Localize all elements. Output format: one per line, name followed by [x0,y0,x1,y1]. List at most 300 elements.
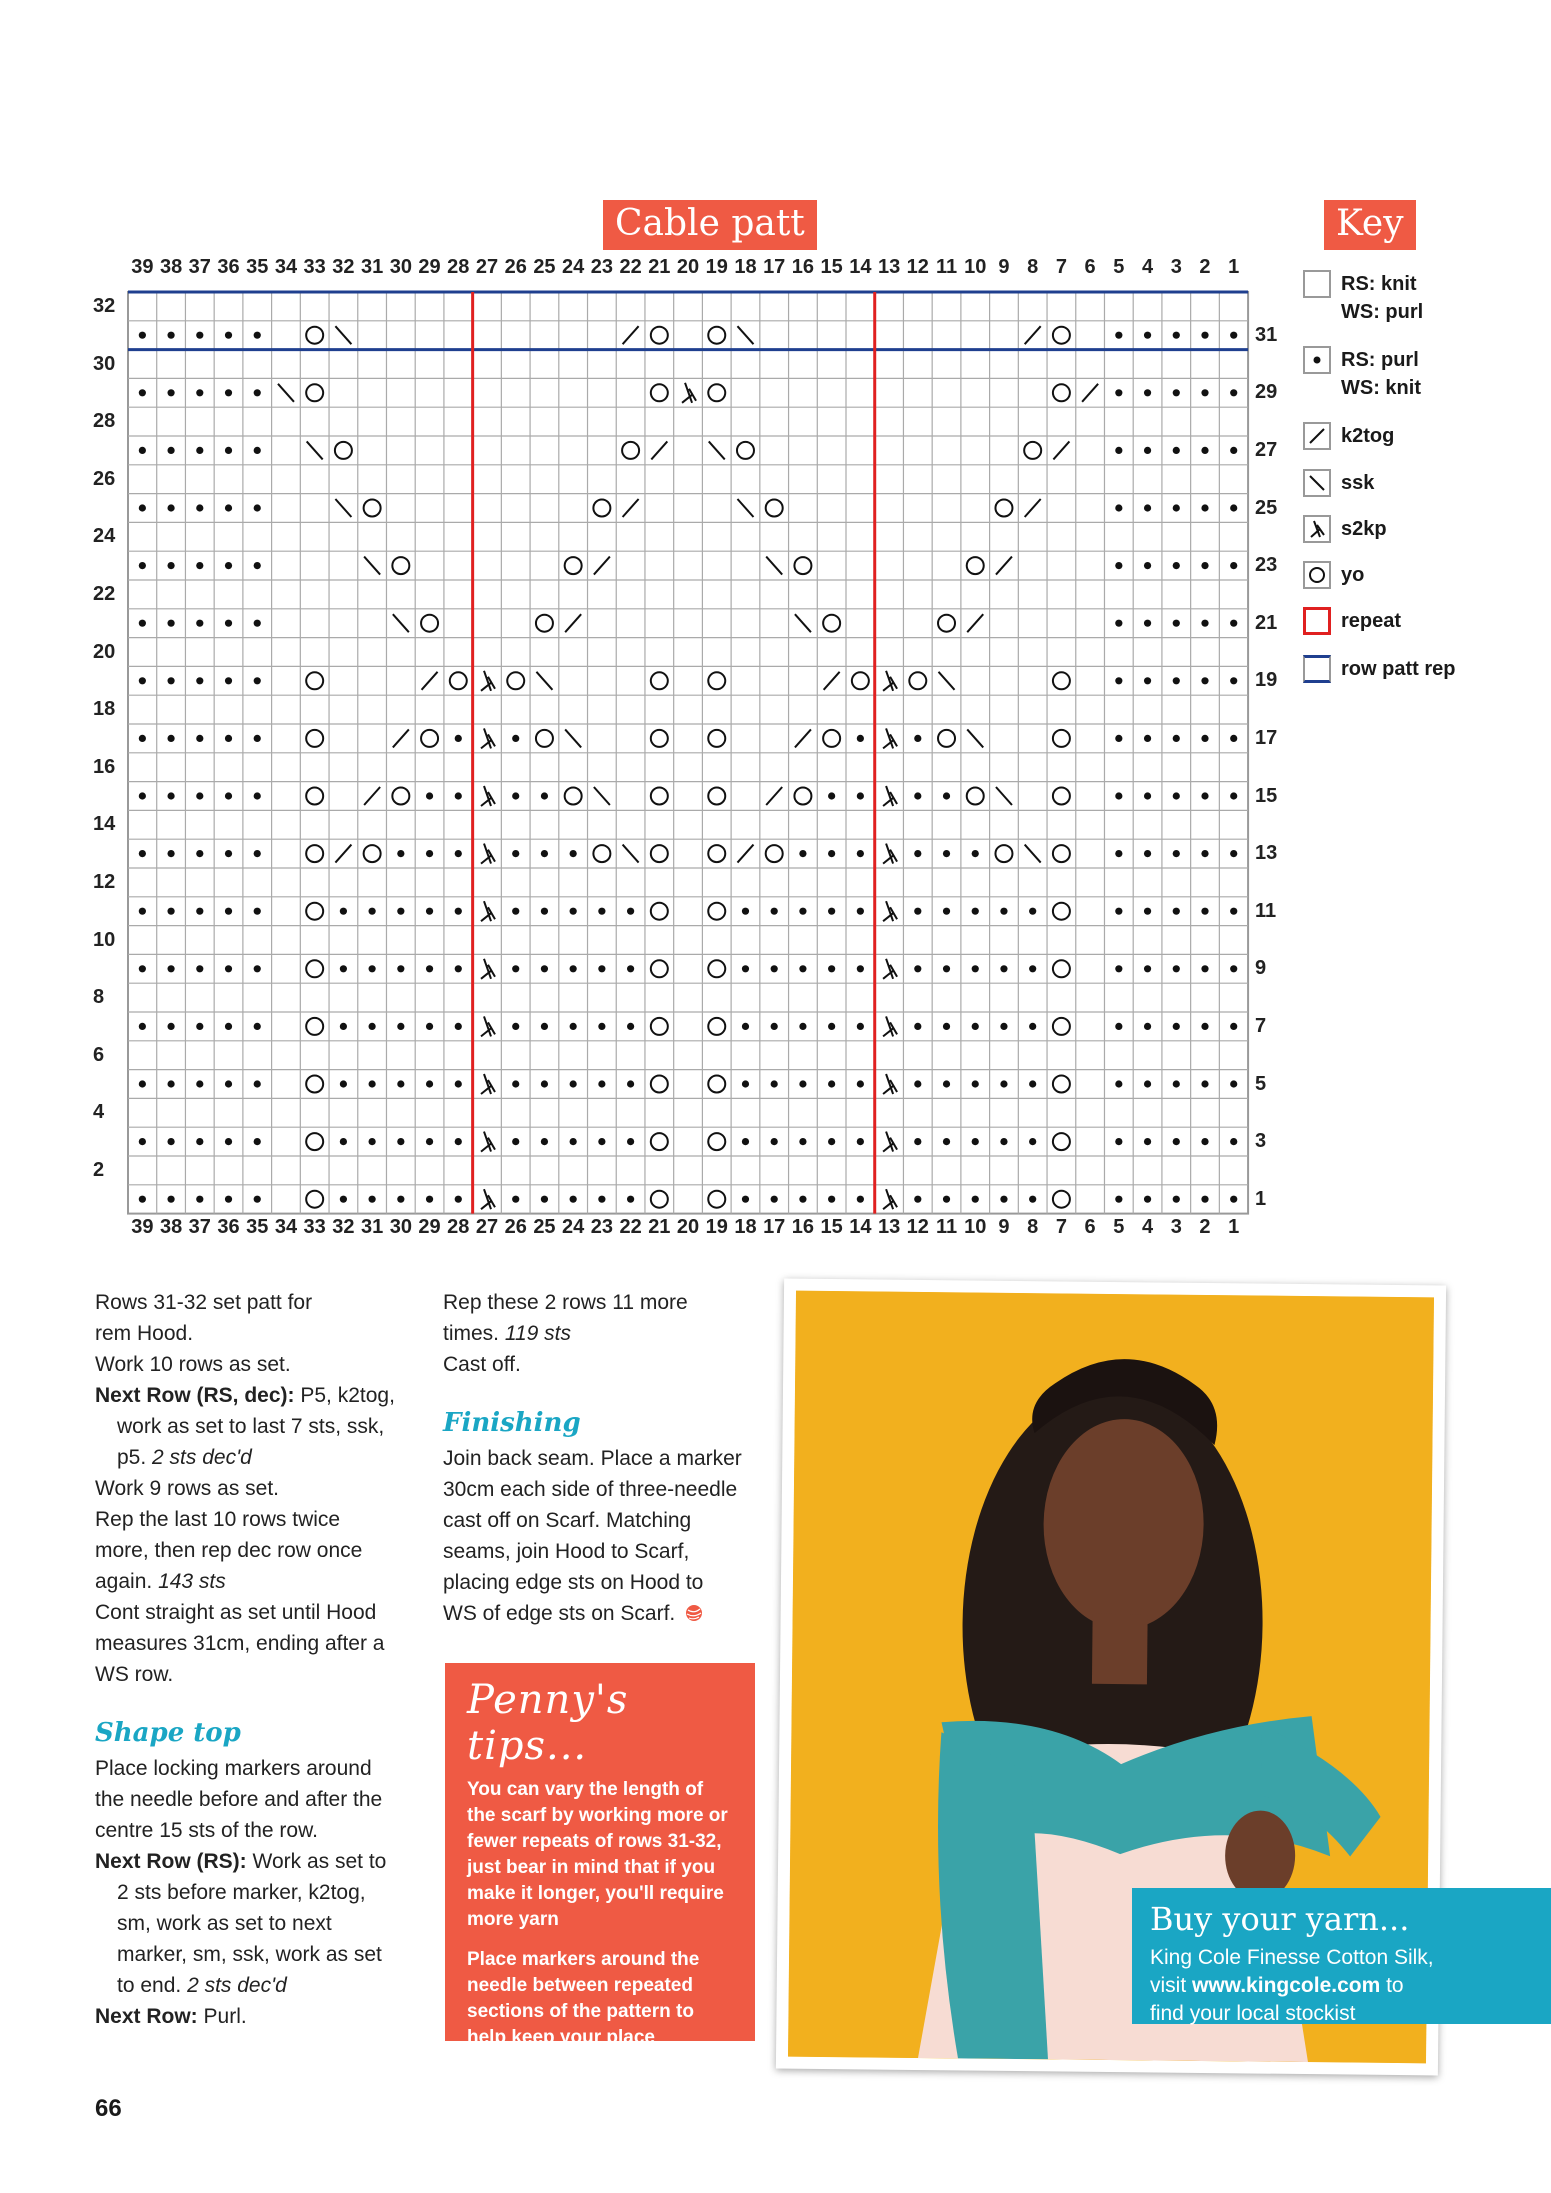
column-numbers-top [126,256,1246,286]
purl-dot [1201,908,1208,915]
column-number: 28 [447,256,470,278]
row-number: 19 [1255,669,1278,692]
purl-dot [857,908,864,915]
purl-dot [1201,389,1208,396]
purl-dot [167,850,174,857]
purl-dot [1173,620,1180,627]
row-number: 6 [93,1043,105,1066]
purl-dot [742,1023,749,1030]
purl-dot [1173,389,1180,396]
purl-dot [225,1023,232,1030]
purl-dot [225,1138,232,1145]
buy-line: King Cole Finesse Cotton Silk, [1150,1946,1434,1969]
text-line: the needle before and after the [95,1788,383,1811]
purl-dot [426,965,433,972]
purl-dot [1115,1196,1122,1203]
purl-dot [1173,735,1180,742]
purl-dot [196,908,203,915]
purl-dot [771,1196,778,1203]
purl-dot [857,735,864,742]
purl-dot [828,1196,835,1203]
purl-dot [196,850,203,857]
purl-dot [1144,1023,1151,1030]
purl-dot [1201,447,1208,454]
purl-dot [914,1196,921,1203]
purl-dot [225,389,232,396]
purl-dot [369,1023,376,1030]
purl-dot [196,389,203,396]
purl-dot [1144,908,1151,915]
column-number: 1 [1228,256,1240,278]
purl-dot [1230,908,1237,915]
website-link[interactable]: www.kingcole.com [1192,1974,1381,1997]
purl-dot [426,1080,433,1087]
tips-box [445,1663,755,2048]
purl-dot [254,1023,261,1030]
purl-dot [455,850,462,857]
purl-dot [254,677,261,684]
purl-dot [455,1138,462,1145]
purl-dot [570,965,577,972]
purl-dot [512,1196,519,1203]
column-number: 9 [998,256,1010,278]
buy-line [1150,1972,1533,2000]
purl-dot [455,1196,462,1203]
column-number: 22 [619,1216,642,1238]
purl-dot [570,1080,577,1087]
purl-dot [1144,1138,1151,1145]
purl-dot [254,735,261,742]
purl-dot [196,1138,203,1145]
purl-dot [541,792,548,799]
purl-dot [340,1196,347,1203]
purl-dot [1144,562,1151,569]
purl-dot [1173,504,1180,511]
column-number: 4 [1141,256,1154,278]
text-line [443,1598,773,1629]
column-number: 2 [1199,256,1211,278]
purl-dot [598,1138,605,1145]
purl-dot [1230,620,1237,627]
purl-dot [167,562,174,569]
purl-dot [1173,908,1180,915]
purl-dot [254,389,261,396]
column-numbers-bottom [126,1216,1246,1246]
purl-dot [541,908,548,915]
purl-dot [254,1138,261,1145]
purl-dot [1230,735,1237,742]
purl-dot [1115,447,1122,454]
column-number: 19 [705,256,728,278]
purl-dot [139,389,146,396]
purl-dot [254,1196,261,1203]
purl-dot [1115,1080,1122,1087]
purl-dot [857,1080,864,1087]
tips-paragraph: You can vary the length of the scarf by working more or fewer repeats of rows 31-32, just bear in mind that if you make it longer, you'll require more yarn [467,1779,728,1930]
column-number: 15 [820,256,843,278]
purl-dot [340,908,347,915]
tips-paragraph: Place markers around the needle between repeated sections of the pattern to help keep your place [467,1949,700,2048]
purl-dot [1201,1080,1208,1087]
section-heading-shape-top: Shape top [95,1718,241,1748]
purl-dot [1115,1023,1122,1030]
purl-dot [857,1196,864,1203]
purl-dot [340,1138,347,1145]
purl-dot [225,677,232,684]
column-number: 30 [389,1216,412,1238]
text-span: Purl. [197,2005,247,2028]
purl-dot [943,1023,950,1030]
text-line: placing edge sts on Hood to [443,1571,704,1594]
purl-dot [828,850,835,857]
purl-dot [397,1080,404,1087]
purl-dot [139,1196,146,1203]
text-line: Cast off. [443,1353,521,1376]
purl-dot [742,1196,749,1203]
text-line [95,1970,425,2001]
row-number: 17 [1255,727,1278,749]
purl-dot [972,1196,979,1203]
chart-title: Cable patt [603,200,817,250]
column-number: 9 [998,1216,1010,1238]
column-number: 11 [935,1216,958,1238]
purl-dot [1144,850,1151,857]
column-number: 37 [188,1216,211,1238]
purl-dot [426,1138,433,1145]
column-number: 37 [188,256,211,278]
purl-dot [943,1080,950,1087]
purl-dot [771,1080,778,1087]
purl-dot [1029,965,1036,972]
tips-title: Penny's tips... [467,1677,629,1769]
row-number: 25 [1255,496,1278,519]
purl-dot [1230,562,1237,569]
purl-dot [1115,908,1122,915]
purl-dot [1201,562,1208,569]
column-number: 35 [246,256,269,278]
purl-dot [1029,1080,1036,1087]
text-span: Work as set to [246,1850,387,1873]
purl-dot [541,1080,548,1087]
purl-dot [512,792,519,799]
purl-dot [1173,1080,1180,1087]
purl-dot [1115,792,1122,799]
purl-dot [1115,562,1122,569]
column-number: 35 [246,1216,269,1238]
purl-dot [1173,332,1180,339]
purl-dot [570,908,577,915]
bold-label: Next Row (RS, dec): [95,1384,295,1407]
column-number: 25 [533,256,556,278]
text-line: Work 10 rows as set. [95,1353,291,1376]
column-number: 25 [533,1216,556,1238]
column-number: 26 [504,1216,527,1238]
text-line [95,1566,425,1597]
column-number: 33 [303,1216,326,1238]
purl-dot [139,504,146,511]
key-item-k2tog [1303,422,1394,450]
purl-dot [1230,1023,1237,1030]
text-line: measures 31cm, ending after a [95,1632,385,1655]
purl-dot [627,908,634,915]
key-item-blank [1303,270,1423,326]
s2kp-icon [1303,515,1331,543]
rowrep-icon [1303,655,1331,683]
purl-dot [1201,620,1208,627]
purl-dot [1029,1138,1036,1145]
purl-dot [1230,677,1237,684]
column-number: 17 [763,1216,786,1238]
purl-dot [771,1138,778,1145]
purl-dot [1000,1196,1007,1203]
k2tog-icon [1303,422,1331,450]
ssk-icon [1303,469,1331,497]
column-number: 10 [964,1216,987,1238]
row-number: 5 [1255,1072,1267,1095]
column-number: 13 [877,1216,901,1238]
purl-dot [914,1080,921,1087]
purl-dot [1144,792,1151,799]
purl-dot [771,965,778,972]
purl-dot [1144,1196,1151,1203]
purl-dot [455,735,462,742]
purl-dot [139,1138,146,1145]
purl-dot [426,1023,433,1030]
row-number: 30 [93,352,116,375]
stitch-count: 2 sts dec'd [187,1974,287,1997]
text-line: Rep these 2 rows 11 more [443,1291,688,1314]
key-label: s2kp [1341,518,1387,540]
purl-dot [1173,1023,1180,1030]
text-line: more, then rep dec row once [95,1539,363,1562]
purl-dot [857,965,864,972]
column-number: 13 [877,256,901,278]
purl-dot [167,1023,174,1030]
purl-dot [799,1080,806,1087]
purl-dot [167,389,174,396]
column-number: 16 [791,1216,815,1238]
row-number: 22 [93,583,116,605]
column-number: 6 [1084,256,1096,278]
purl-dot [254,792,261,799]
column-number: 18 [734,256,757,278]
column-number: 34 [274,1216,298,1238]
purl-dot [139,908,146,915]
key-item-repeat [1303,607,1401,635]
text-line: Work 9 rows as set. [95,1477,279,1500]
purl-dot [914,908,921,915]
purl-dot [167,447,174,454]
purl-dot [512,1080,519,1087]
purl-dot [1173,447,1180,454]
column-number: 22 [619,256,642,278]
purl-dot [167,1138,174,1145]
text-line [95,1380,425,1411]
column-number: 2 [1199,1216,1211,1238]
purl-dot [943,850,950,857]
purl-dot [1115,677,1122,684]
purl-dot [512,965,519,972]
dot-icon [1303,346,1331,374]
purl-dot [1201,1138,1208,1145]
key-label: yo [1341,564,1365,586]
purl-dot [426,908,433,915]
purl-dot [1201,965,1208,972]
purl-dot [397,965,404,972]
purl-dot [225,965,232,972]
purl-dot [799,850,806,857]
purl-dot [1144,447,1151,454]
column-number: 39 [131,1216,154,1238]
key-item-s2kp [1303,515,1387,543]
purl-dot [1230,1196,1237,1203]
purl-dot [914,965,921,972]
purl-dot [1201,504,1208,511]
text-line: WS row. [95,1663,174,1686]
column-number: 28 [447,1216,470,1238]
text-line: cast off on Scarf. Matching [443,1509,692,1532]
purl-dot [254,447,261,454]
purl-dot [943,1196,950,1203]
purl-dot [1144,677,1151,684]
purl-dot [196,562,203,569]
column-number: 15 [820,1216,843,1238]
purl-dot [799,1023,806,1030]
purl-dot [1173,562,1180,569]
text-line: 30cm each side of three-needle [443,1478,738,1501]
row-number: 13 [1255,842,1278,865]
purl-dot [1173,850,1180,857]
purl-dot [1144,389,1151,396]
text-line: 2 sts before marker, k2tog, [117,1881,366,1904]
purl-dot [799,908,806,915]
purl-dot [828,792,835,799]
purl-dot [254,620,261,627]
key-item-dot [1303,346,1421,402]
column-number: 4 [1141,1216,1154,1238]
purl-dot [1201,1196,1208,1203]
row-number: 16 [93,755,116,778]
purl-dot [1000,1080,1007,1087]
purl-dot [369,908,376,915]
purl-dot [254,965,261,972]
column-number: 14 [849,256,872,278]
text-line [95,1442,425,1473]
purl-dot [1000,965,1007,972]
purl-dot [512,908,519,915]
purl-dot [627,1023,634,1030]
purl-dot [1115,965,1122,972]
key-item-ssk [1303,469,1374,497]
purl-dot [1230,1138,1237,1145]
purl-dot [455,792,462,799]
purl-dot [1230,447,1237,454]
purl-dot [828,1080,835,1087]
purl-dot [139,792,146,799]
purl-dot [1201,677,1208,684]
purl-dot [139,735,146,742]
text-span: again. [95,1570,159,1593]
purl-dot [225,447,232,454]
row-number: 20 [93,640,116,663]
row-number: 14 [93,813,116,836]
purl-dot [1230,389,1237,396]
purl-dot [196,1080,203,1087]
purl-dot [254,504,261,511]
column-number: 38 [159,1216,183,1238]
row-number: 10 [93,928,116,951]
purl-dot [598,1080,605,1087]
column-number: 1 [1228,1216,1240,1238]
row-number: 21 [1255,611,1278,634]
key-label: RS: purl WS: knit [1341,349,1421,399]
key-label: ssk [1341,472,1375,494]
purl-dot [254,1080,261,1087]
purl-dot [1173,1138,1180,1145]
purl-dot [225,1196,232,1203]
purl-dot [627,1196,634,1203]
purl-dot [627,965,634,972]
purl-dot [139,562,146,569]
purl-dot [828,1138,835,1145]
column-number: 12 [906,1216,929,1238]
purl-dot [196,735,203,742]
purl-dot [771,1023,778,1030]
text-line: seams, join Hood to Scarf, [443,1540,690,1563]
column-number: 29 [418,1216,441,1238]
purl-dot [397,908,404,915]
purl-dot [1201,735,1208,742]
text-span: visit [1150,1974,1192,1997]
column-number: 7 [1055,1216,1067,1238]
purl-dot [570,1196,577,1203]
purl-dot [799,1138,806,1145]
stitch-count: 2 sts dec'd [152,1446,252,1469]
column-number: 17 [763,256,786,278]
column-number: 5 [1113,1216,1125,1238]
purl-dot [1029,908,1036,915]
purl-dot [1115,850,1122,857]
purl-dot [139,965,146,972]
text-line: Join back seam. Place a marker [443,1447,742,1470]
key-label: RS: knit WS: purl [1341,273,1424,323]
text-span: WS of edge sts on Scarf. [443,1602,676,1625]
purl-dot [167,1196,174,1203]
column-number: 27 [475,256,499,278]
column-number: 6 [1084,1216,1096,1238]
purl-dot [196,677,203,684]
purl-dot [139,677,146,684]
purl-dot [972,965,979,972]
purl-dot [340,965,347,972]
purl-dot [771,908,778,915]
purl-dot [225,562,232,569]
column-number: 7 [1055,256,1067,278]
column-number: 5 [1113,256,1125,278]
instructions-column-1 [95,1287,425,2032]
purl-dot [914,850,921,857]
purl-dot [1173,1196,1180,1203]
column-number: 24 [562,1216,585,1238]
purl-dot [857,1138,864,1145]
purl-dot [742,1080,749,1087]
purl-dot [167,908,174,915]
purl-dot [1144,504,1151,511]
purl-dot [167,332,174,339]
page-number: 66 [95,2095,122,2122]
purl-dot [196,792,203,799]
purl-dot [512,735,519,742]
